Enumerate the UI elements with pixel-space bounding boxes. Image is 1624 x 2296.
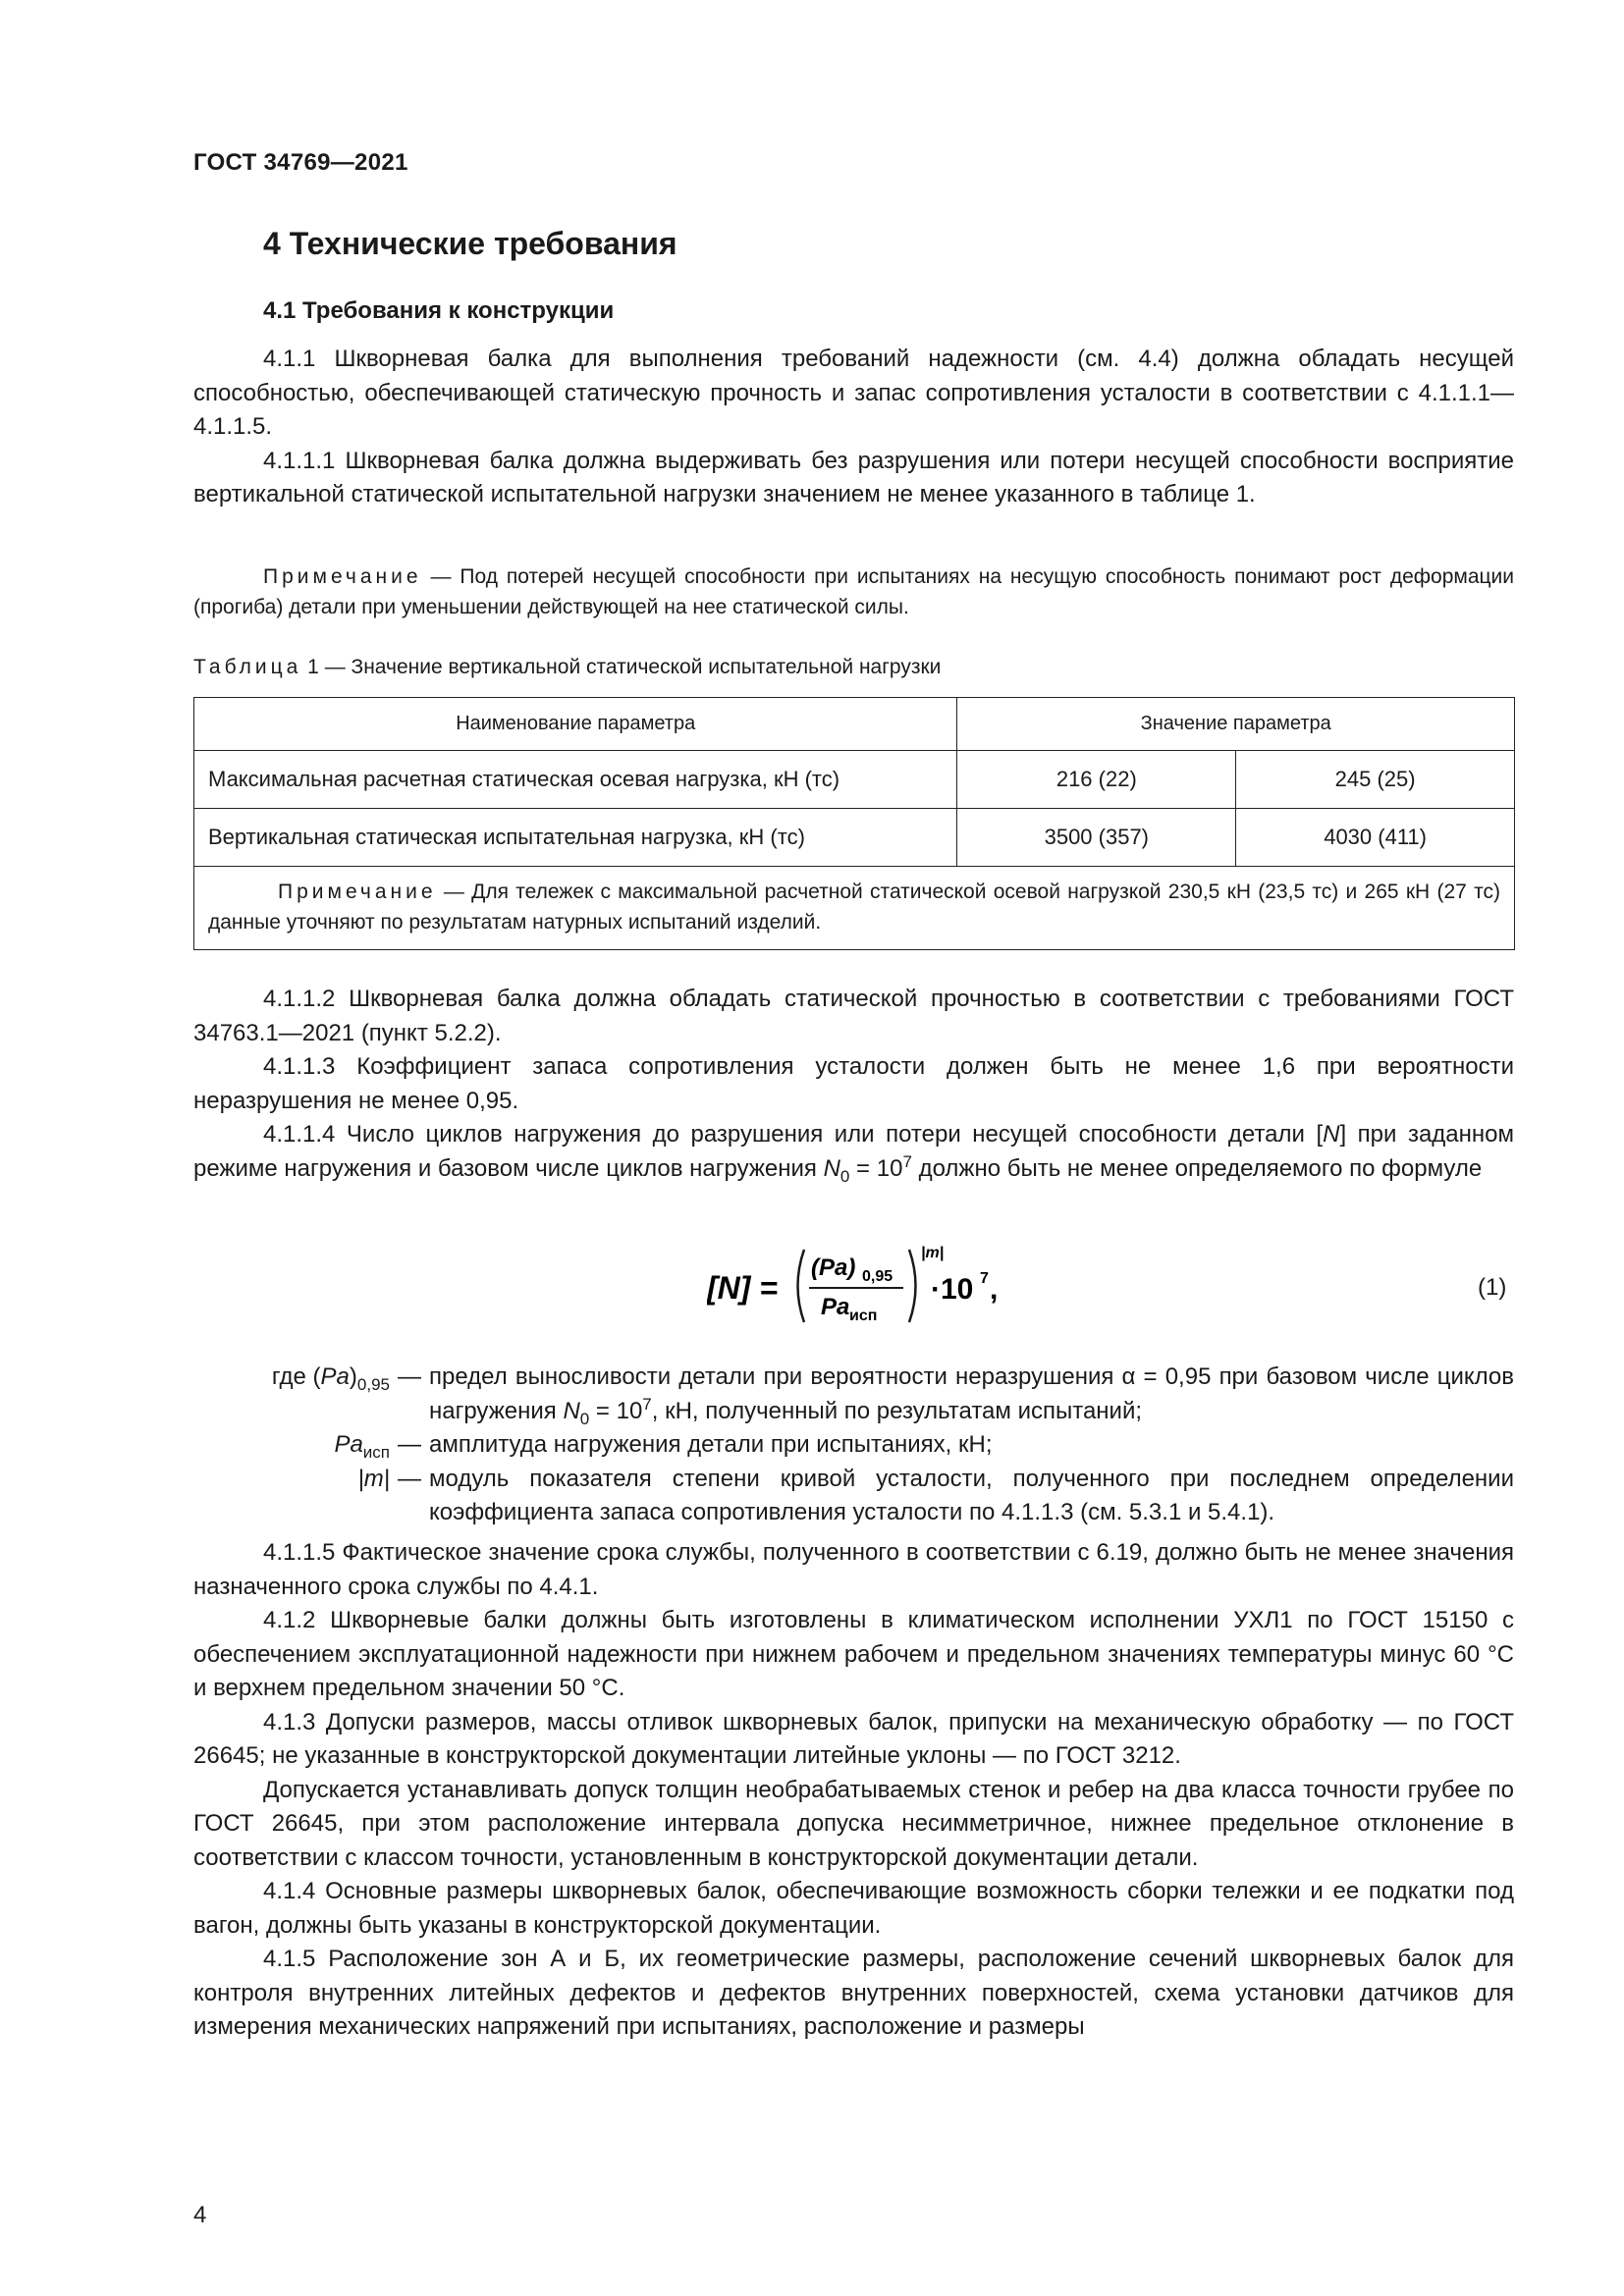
table-row [194, 809, 1515, 867]
subsection-title: 4.1 Требования к конструкции [263, 297, 615, 324]
table-caption [193, 656, 941, 679]
standard-code: ГОСТ 34769—2021 [193, 149, 408, 176]
paragraph-4-1-1: 4.1.1 Шкворневая балка для выполнения требований надежности (см. 4.4) должна обладать несущей способностью, обеспечивающей статическую прочность и запас сопротивления усталости в соответствии с 4.1.1.1—4.1.1.5. [193, 346, 1514, 440]
row-value: 3500 (357) [957, 809, 1236, 867]
row-value: 245 (25) [1236, 751, 1515, 809]
formula-multiplier-exp: 7 [980, 1270, 989, 1287]
definition-term: где $(Pa)_{0,95}$ [271, 1363, 390, 1394]
table-row [194, 751, 1515, 809]
definition-text: предел выносливости детали при вероятности неразрушения α = 0,95 при базовом числе циклов нагружения $N_0 = 10^7$, кН, полученный по результатам испытаний; [429, 1363, 1514, 1428]
table-note-row [194, 867, 1515, 950]
row-name: Максимальная расчетная статическая осевая нагрузка, кН (тс) [194, 751, 957, 809]
definition-text: амплитуда нагружения детали при испытаниях, кН; [429, 1431, 993, 1458]
formula-left-paren [798, 1250, 805, 1322]
fatigue-formula [707, 1242, 1001, 1330]
definition-term: |m| [357, 1465, 390, 1492]
note-label: Примечание [263, 565, 422, 588]
formula-definitions [193, 1361, 1514, 1530]
formula-multiplier: ·10 [931, 1273, 974, 1306]
note-1 [193, 561, 1514, 622]
formula-exponent: |m| [921, 1245, 945, 1261]
paragraph-4-1-1-2: 4.1.1.2 Шкворневая балка должна обладать статической прочностью в соответствии с требованиями ГОСТ 34763.1—2021 (пункт 5.2.2). [193, 986, 1514, 1046]
formula-numerator-sub: 0,95 [862, 1268, 893, 1285]
paragraph-4-1-4: 4.1.4 Основные размеры шкворневых балок, обеспечивающие возможность сборки тележки и ее подкатки под вагон, должны быть указаны в конструкторской документации. [193, 1878, 1514, 1939]
paragraph-4-1-3: 4.1.3 Допуски размеров, массы отливок шкворневых балок, припуски на механическую обработку — по ГОСТ 26645; не указанные в конструкторской документации литейные уклоны — по ГОСТ 3212. [193, 1708, 1514, 1769]
row-value: 4030 (411) [1236, 809, 1515, 867]
table-note-label: Примечание [278, 881, 437, 903]
row-value: 216 (22) [957, 751, 1236, 809]
paragraph-block-1 [193, 343, 1514, 512]
table-caption-text: 1 — Значение вертикальной статической испытательной нагрузки [301, 656, 942, 678]
definition-row: $Pa_{исп}$ — амплитуда нагружения детали при испытаниях, кН; [193, 1428, 1514, 1463]
load-table [193, 697, 1515, 950]
page-number: 4 [193, 2202, 207, 2228]
paragraph-4-1-2: 4.1.2 Шкворневые балки должны быть изготовлены в климатическом исполнении УХЛ1 по ГОСТ 15150 с обеспечением эксплуатационной надежности при нижнем рабочем и предельном значениях температуры минус 60 °С и верхнем предельном значении 50 °С. [193, 1607, 1514, 1701]
section-title: 4 Технические требования [263, 226, 677, 261]
formula-denominator-sub: исп [849, 1308, 878, 1324]
table-note [194, 867, 1515, 950]
formula-tail: , [990, 1273, 999, 1306]
formula-numerator: (Pa) [811, 1255, 856, 1281]
formula-lhs: [N] = [707, 1270, 778, 1306]
paragraph-4-1-1-5: 4.1.1.5 Фактическое значение срока службы, полученного в соответствии с 6.19, должно быть не менее значения назначенного срока службы по 4.4.1. [193, 1539, 1514, 1600]
paragraph-4-1-5: 4.1.5 Расположение зон А и Б, их геометрические размеры, расположение сечений шкворневых балок для контроля внутренних литейных дефектов и дефектов внутренних поверхностей, схема установки датчиков для измерения механических напряжений при испытаниях, расположение и размеры [193, 1946, 1514, 2040]
header-parameter-value: Значение параметра [957, 698, 1515, 751]
paragraph-block-3 [193, 1536, 1514, 2045]
paragraph-tolerance: Допускается устанавливать допуск толщин необрабатываемых стенок и ребер на два класса точности грубее по ГОСТ 26645, при этом расположение интервала допуска несимметричное, нижнее предельное отклонение в соответствии с классом точности, установленным в конструкторской документации детали. [193, 1776, 1514, 1871]
table-header-row [194, 698, 1515, 751]
row-name: Вертикальная статическая испытательная нагрузка, кН (тс) [194, 809, 957, 867]
formula-denominator: Pa [821, 1294, 850, 1320]
paragraph-4-1-1-3: 4.1.1.3 Коэффициент запаса сопротивления усталости должен быть не менее 1,6 при вероятности неразрушения не менее 0,95. [193, 1053, 1514, 1114]
table-caption-label: Таблица [193, 656, 302, 678]
definition-row: где $(Pa)_{0,95}$ — предел выносливости детали при вероятности неразрушения α = 0,95 при базовом числе циклов нагружения $N_0 = 10^7$, кН, полученный по результатам испытаний; [193, 1361, 1514, 1428]
definition-term: $Pa_{исп}$ [334, 1431, 390, 1462]
formula-right-paren [909, 1250, 916, 1322]
paragraph-4-1-1-4: 4.1.1.4 Число циклов нагружения до разрушения или потери несущей способности детали [N] при заданном режиме нагружения и базовом числе циклов нагружения $N_0 = 10^7$ должно быть не менее определяемого по формуле [193, 1121, 1515, 1186]
definition-text: модуль показателя степени кривой усталости, полученного при последнем определении коэффициента запаса сопротивления усталости по 4.1.1.3 (см. 5.3.1 и 5.4.1). [429, 1465, 1514, 1525]
header-parameter-name: Наименование параметра [194, 698, 957, 751]
paragraph-block-2 [193, 983, 1514, 1186]
paragraph-4-1-1-1: 4.1.1.1 Шкворневая балка должна выдерживать без разрушения или потери несущей способности восприятие вертикальной статической испытательной нагрузки значением не менее указанного в таблице 1. [193, 447, 1514, 507]
table-note-text: — Для тележек с максимальной расчетной статической осевой нагрузкой 230,5 кН (23,5 тс) и 265 кН (27 тс) данные уточняют по результатам натурных испытаний изделий. [208, 881, 1500, 934]
definition-row: |m| — модуль показателя степени кривой усталости, полученного при последнем определении коэффициента запаса сопротивления усталости по 4.1.1.3 (см. 5.3.1 и 5.4.1). [193, 1463, 1514, 1530]
note-text: — Под потерей несущей способности при испытаниях на несущую способность понимают рост деформации (прогиба) детали при уменьшении действующей на нее статической силы. [193, 565, 1514, 618]
formula-number: (1) [1478, 1274, 1507, 1301]
